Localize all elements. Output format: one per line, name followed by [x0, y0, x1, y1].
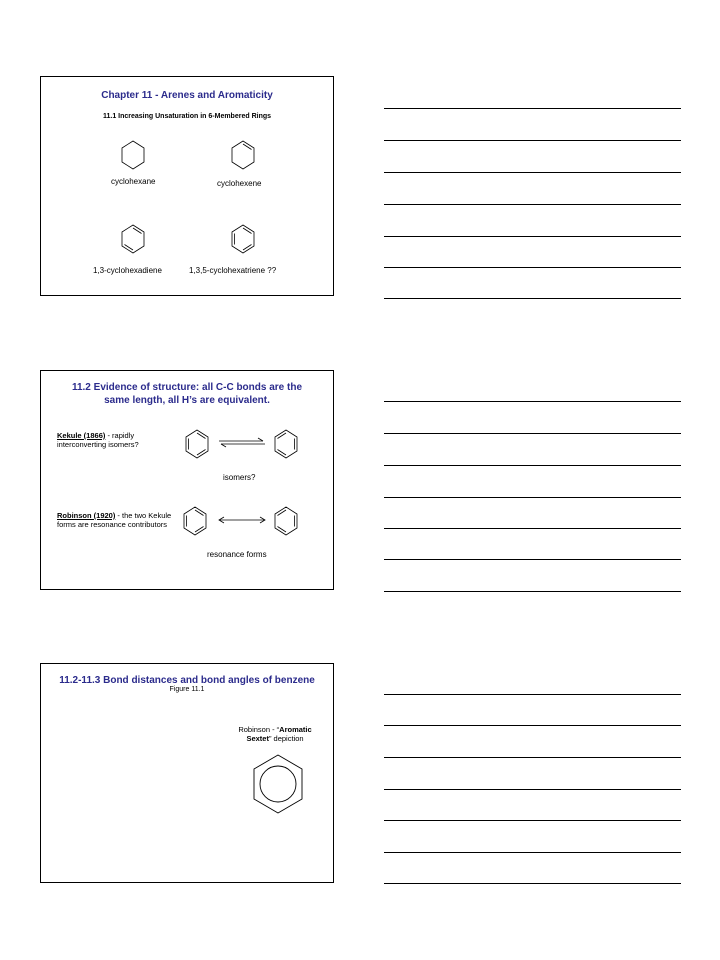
note-line: [384, 789, 681, 790]
aromatic-sextet-term: Aromatic Sextet: [246, 725, 312, 743]
note-line: [384, 528, 681, 529]
slide-3: [40, 663, 334, 883]
resonance-label: resonance forms: [207, 550, 267, 559]
note-line: [384, 757, 681, 758]
note-line: [384, 883, 681, 884]
cyclohexane-label: cyclohexane: [111, 177, 156, 186]
note-line: [384, 820, 681, 821]
isomers-label: isomers?: [223, 473, 256, 482]
kekule-structure-1: [183, 428, 211, 460]
note-line: [384, 236, 681, 237]
robinson-description: - the two Kekule forms are resonance contributors: [57, 511, 172, 529]
note-line: [384, 172, 681, 173]
equilibrium-arrows: [217, 437, 267, 449]
resonance-structure-1: [181, 505, 209, 537]
note-line: [384, 140, 681, 141]
note-line: [384, 497, 681, 498]
robinson-text: [57, 511, 175, 529]
slide-2: [40, 370, 334, 590]
robinson-name: Robinson (1920): [57, 511, 116, 520]
note-line: [384, 204, 681, 205]
slide-1-title: Chapter 11 - Arenes and Aromaticity: [101, 90, 273, 101]
cyclohexene-structure: [229, 139, 257, 171]
note-line: [384, 108, 681, 109]
note-line: [384, 267, 681, 268]
cyclohexadiene-label: 1,3-cyclohexadiene: [93, 266, 162, 275]
slide-1-subtitle: 11.1 Increasing Unsaturation in 6-Membered Rings: [102, 113, 272, 120]
slide-1: [40, 76, 334, 296]
kekule-description: - rapidly interconverting isomers?: [57, 431, 139, 449]
note-line: [384, 298, 681, 299]
note-line: [384, 401, 681, 402]
kekule-text: [57, 431, 167, 449]
robinson-prefix: Robinson - “: [238, 725, 280, 734]
aromatic-sextet-caption: [227, 725, 323, 743]
cyclohexene-label: cyclohexene: [217, 179, 262, 188]
cyclohexatriene-label: 1,3,5-cyclohexatriene ??: [189, 266, 277, 275]
note-line: [384, 433, 681, 434]
figure-caption: Figure 11.1: [169, 686, 205, 693]
note-line: [384, 694, 681, 695]
kekule-name: Kekule (1866): [57, 431, 106, 440]
slide-3-title: 11.2-11.3 Bond distances and bond angles of benzene: [59, 675, 315, 686]
aromatic-sextet-benzene: [251, 753, 305, 815]
note-line: [384, 591, 681, 592]
robinson-suffix: ” depiction: [268, 734, 304, 743]
cyclohexadiene-structure: [119, 223, 147, 255]
resonance-arrow: [217, 515, 267, 525]
note-line: [384, 725, 681, 726]
note-line: [384, 852, 681, 853]
cyclohexatriene-structure: [229, 223, 257, 255]
cyclohexane-structure: [119, 139, 147, 171]
resonance-structure-2: [272, 505, 300, 537]
kekule-structure-2: [272, 428, 300, 460]
slide-2-title: 11.2 Evidence of structure: all C-C bonds are the same length, all H’s are equivalent.: [71, 382, 303, 406]
note-line: [384, 465, 681, 466]
note-line: [384, 559, 681, 560]
